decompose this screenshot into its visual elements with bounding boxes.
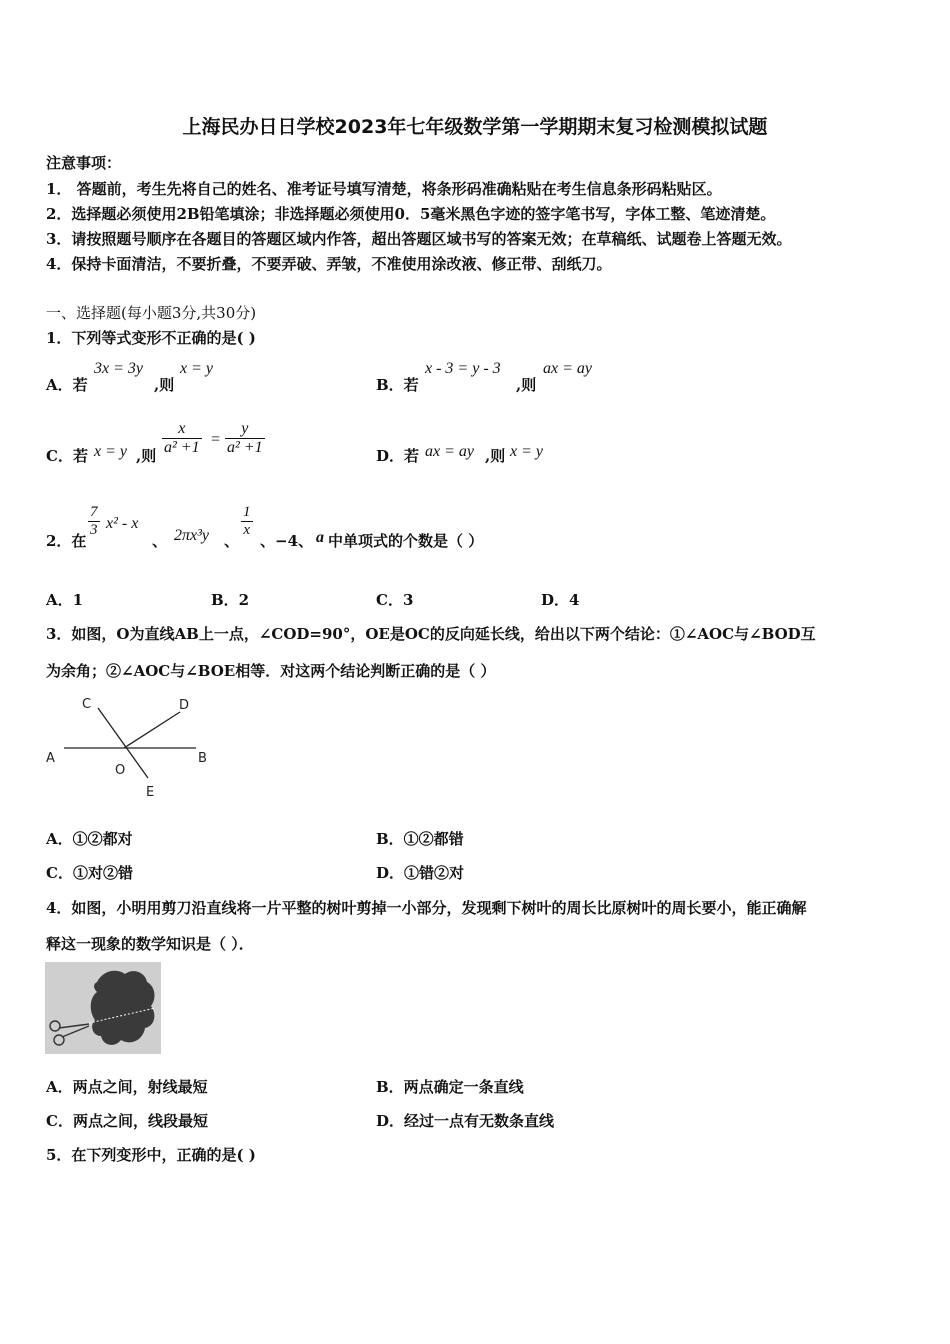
q3-option-d: D．①错②对 [376,864,465,882]
label-d: D [179,698,190,713]
q2-option-d: D．4 [541,591,580,609]
label-a: A [46,751,55,766]
notice-item: 1． 答题前，考生先将自己的姓名、准考证号填写清楚，将条形码准确粘贴在考生信息条形码粘贴区。 [46,180,722,198]
q1-option-a-formula2: x = y [180,360,213,377]
q1-option-c-label: C．若 [46,447,88,465]
q2-a: a [316,529,324,546]
notice-item: 4．保持卡面清洁，不要折叠，不要弄破、弄皱，不准使用涂改液、修正带、刮纸刀。 [46,255,612,273]
q4-leaf-scissors-image [45,962,161,1054]
q1-option-b-formula1: x - 3 = y - 3 [425,360,501,377]
q4-option-b: B．两点确定一条直线 [376,1078,524,1096]
q3-geometry-figure [40,690,230,805]
q5-stem: 5．在下列变形中，正确的是( ) [46,1146,256,1164]
q4-stem-line2: 释这一现象的数学知识是（ ）． [46,935,254,953]
q2-rest: 、−4、 [260,532,314,550]
q2-fraction-7-3 [88,504,100,539]
fraction-denominator: a² +1 [227,439,263,456]
q1-option-c-then: ,则 [136,447,157,465]
q1-option-c-equals: = [210,431,221,448]
q1-option-d-formula2: x = y [510,443,543,460]
q3-stem-line1: 3．如图，O为直线AB上一点，∠COD=90°，OE是OC的反向延长线，给出以下两个结论：①∠AOC与∠BOD互 [46,625,816,643]
q1-option-c-fraction2 [225,420,265,457]
q1-option-c-formula1: x = y [94,443,127,460]
q1-option-b-label: B．若 [376,376,419,394]
q1-option-a-formula1: 3x = 3y [94,360,143,377]
fraction-denominator: a² +1 [164,439,200,456]
fraction-denominator: 3 [90,522,98,538]
q3-option-c: C．①对②错 [46,864,133,882]
q3-option-a: A．①②都对 [46,830,133,848]
label-b: B [198,751,207,766]
fraction-numerator: x [162,420,202,439]
q2-prefix: 2．在 [46,532,87,550]
notice-item: 2．选择题必须使用2B铅笔填涂；非选择题必须使用0．5毫米黑色字迹的签字笔书写，字体工整、笔迹清楚。 [46,205,776,223]
q3-option-b: B．①②都错 [376,830,464,848]
notice-heading: 注意事项： [46,154,122,172]
q4-option-c: C．两点之间，线段最短 [46,1112,208,1130]
label-e: E [146,785,155,800]
q1-option-a-label: A．若 [46,376,88,394]
question-1-stem: 1．下列等式变形不正确的是( ) [46,329,256,347]
q1-option-d-then: ,则 [485,447,506,465]
q4-stem-line1: 4．如图，小明用剪刀沿直线将一片平整的树叶剪掉一小部分，发现剩下树叶的周长比原树叶的周长要小，能正确解 [46,899,807,917]
q2-option-a: A．1 [46,591,84,609]
q2-term2: 2πx³y [174,527,210,544]
q4-option-d: D．经过一点有无数条直线 [376,1112,555,1130]
fraction-numerator: y [225,420,265,439]
q2-separator: 、 [224,532,240,550]
q1-option-d-formula1: ax = ay [425,443,474,460]
q2-separator: 、 [152,532,168,550]
label-c: C [82,697,92,712]
q2-term1: x² - x [106,515,139,532]
q3-stem-line2: 为余角；②∠AOC与∠BOE相等．对这两个结论判断正确的是（ ） [46,662,496,680]
q1-option-c-fraction1 [162,420,202,457]
q4-option-a: A．两点之间，射线最短 [46,1078,208,1096]
ray-od [124,712,180,748]
q1-option-a-then: ,则 [154,376,175,394]
notice-item: 3．请按照题号顺序在各题目的答题区域内作答，超出答题区域书写的答案无效；在草稿纸、试题卷上答题无效。 [46,230,792,248]
q2-suffix: 中单项式的个数是（ ） [328,532,484,550]
label-o: O [115,763,126,778]
q2-fraction-1-x [241,504,253,539]
fraction-denominator: x [243,522,251,538]
q1-option-b-then: ,则 [516,376,537,394]
section-heading: 一、选择题(每小题3分,共30分) [46,304,257,322]
fraction-numerator: 1 [243,504,251,520]
fraction-numerator: 7 [90,504,98,520]
q1-option-b-formula2: ax = ay [543,360,592,377]
q2-option-c: C．3 [376,591,414,609]
q2-option-b: B．2 [211,591,250,609]
page-title: 上海民办日日学校2023年七年级数学第一学期期末复习检测模拟试题 [182,116,768,138]
q1-option-d-label: D．若 [376,447,420,465]
